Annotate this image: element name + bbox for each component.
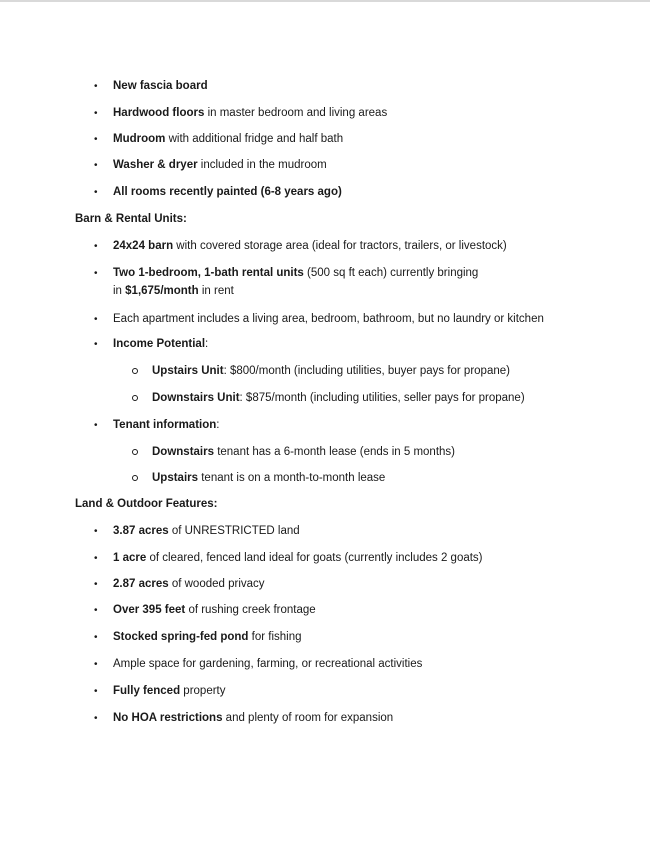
list-item: Income Potential: <box>113 338 209 350</box>
list-item: Fully fenced property <box>113 685 226 697</box>
list-item: All rooms recently painted (6-8 years ago) <box>113 186 342 198</box>
list-item: Hardwood floors in master bedroom and living areas <box>113 107 388 119</box>
sub-list-item: Downstairs tenant has a 6-month lease (ends in 5 months) <box>152 446 456 458</box>
sub-bullet <box>132 368 138 374</box>
bullet: • <box>94 713 98 724</box>
list-item: New fascia board <box>113 80 208 92</box>
bullet: • <box>94 241 98 252</box>
list-item: No HOA restrictions and plenty of room for expansion <box>113 712 394 724</box>
list-item: 3.87 acres of UNRESTRICTED land <box>113 525 300 537</box>
section-heading-land: Land & Outdoor Features: <box>75 498 218 510</box>
bullet: • <box>94 632 98 643</box>
bullet: • <box>94 686 98 697</box>
bullet: • <box>94 553 98 564</box>
list-item: 24x24 barn with covered storage area (ideal for tractors, trailers, or livestock) <box>113 240 507 252</box>
bullet: • <box>94 187 98 198</box>
sub-list-item: Upstairs Unit: $800/month (including utilities, buyer pays for propane) <box>152 365 510 377</box>
bullet: • <box>94 526 98 537</box>
bullet: • <box>94 659 98 670</box>
bullet: • <box>94 420 98 431</box>
bullet: • <box>94 339 98 350</box>
sub-list-item: Downstairs Unit: $875/month (including utilities, seller pays for propane) <box>152 392 525 404</box>
bullet: • <box>94 160 98 171</box>
bullet: • <box>94 81 98 92</box>
list-item: Tenant information: <box>113 419 220 431</box>
bullet: • <box>94 605 98 616</box>
list-item: Stocked spring-fed pond for fishing <box>113 631 302 643</box>
list-item-continuation: in $1,675/month in rent <box>113 285 234 297</box>
bullet: • <box>94 268 98 279</box>
sub-list-item: Upstairs tenant is on a month-to-month lease <box>152 472 386 484</box>
sub-bullet <box>132 449 138 455</box>
list-item: 1 acre of cleared, fenced land ideal for goats (currently includes 2 goats) <box>113 552 483 564</box>
list-item: Washer & dryer included in the mudroom <box>113 159 327 171</box>
list-item: 2.87 acres of wooded privacy <box>113 578 265 590</box>
bullet: • <box>94 579 98 590</box>
bullet: • <box>94 314 98 325</box>
bullet: • <box>94 108 98 119</box>
list-item: Mudroom with additional fridge and half bath <box>113 133 344 145</box>
bullet: • <box>94 134 98 145</box>
list-item: Ample space for gardening, farming, or recreational activities <box>113 658 423 670</box>
sub-bullet <box>132 475 138 481</box>
section-heading-barn: Barn & Rental Units: <box>75 213 187 225</box>
list-item: Over 395 feet of rushing creek frontage <box>113 604 316 616</box>
list-item: Two 1-bedroom, 1-bath rental units (500 sq ft each) currently bringing <box>113 267 479 279</box>
list-item: Each apartment includes a living area, bedroom, bathroom, but no laundry or kitchen <box>113 313 544 325</box>
sub-bullet <box>132 395 138 401</box>
